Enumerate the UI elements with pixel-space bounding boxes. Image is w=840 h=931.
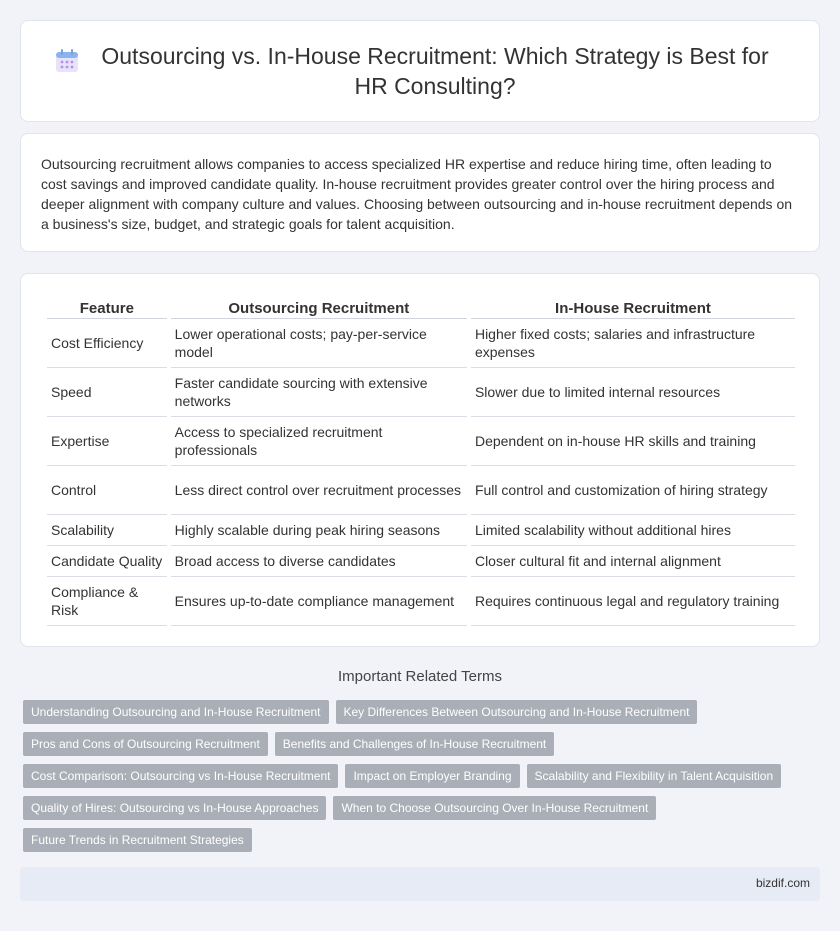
outsourcing-cell: Lower operational costs; pay-per-service model xyxy=(171,319,467,368)
inhouse-cell: Slower due to limited internal resources xyxy=(471,368,795,417)
related-term-tag[interactable]: Pros and Cons of Outsourcing Recruitment xyxy=(23,732,268,756)
outsourcing-cell: Faster candidate sourcing with extensive networks xyxy=(171,368,467,417)
comparison-table xyxy=(43,298,799,626)
feature-cell: Candidate Quality xyxy=(47,546,167,577)
inhouse-cell: Dependent on in-house HR skills and training xyxy=(471,417,795,466)
table-header-row xyxy=(47,298,795,319)
inhouse-cell: Requires continuous legal and regulatory training xyxy=(471,577,795,626)
inhouse-cell: Full control and customization of hiring strategy xyxy=(471,466,795,515)
related-term-tag[interactable]: Impact on Employer Branding xyxy=(345,764,519,788)
related-term-tag[interactable]: Quality of Hires: Outsourcing vs In-House Approaches xyxy=(23,796,326,820)
related-term-tag[interactable]: Cost Comparison: Outsourcing vs In-House Recruitment xyxy=(23,764,338,788)
related-terms-list xyxy=(23,700,823,860)
feature-cell: Compliance & Risk xyxy=(47,577,167,626)
feature-cell: Expertise xyxy=(47,417,167,466)
table-row xyxy=(47,368,795,417)
title-card xyxy=(20,20,820,122)
table-row xyxy=(47,577,795,626)
feature-cell: Speed xyxy=(47,368,167,417)
page-title: Outsourcing vs. In-House Recruitment: Which Strategy is Best for HR Consulting? xyxy=(101,43,769,99)
outsourcing-cell: Ensures up-to-date compliance management xyxy=(171,577,467,626)
table-row xyxy=(47,546,795,577)
header-inhouse: In-House Recruitment xyxy=(471,298,795,319)
intro-card xyxy=(20,133,820,252)
related-term-tag[interactable]: Scalability and Flexibility in Talent Acquisition xyxy=(527,764,782,788)
outsourcing-cell: Highly scalable during peak hiring seasons xyxy=(171,515,467,546)
outsourcing-cell: Broad access to diverse candidates xyxy=(171,546,467,577)
outsourcing-cell: Access to specialized recruitment professionals xyxy=(171,417,467,466)
site-name[interactable]: bizdif.com xyxy=(755,876,810,890)
outsourcing-cell: Less direct control over recruitment processes xyxy=(171,466,467,515)
comparison-card xyxy=(20,273,820,647)
related-term-tag[interactable]: Understanding Outsourcing and In-House Recruitment xyxy=(23,700,329,724)
table-row xyxy=(47,319,795,368)
feature-cell: Cost Efficiency xyxy=(47,319,167,368)
related-term-tag[interactable]: Future Trends in Recruitment Strategies xyxy=(23,828,252,852)
table-row xyxy=(47,515,795,546)
related-terms-heading: Important Related Terms xyxy=(338,668,502,685)
related-term-tag[interactable]: Benefits and Challenges of In-House Recruitment xyxy=(275,732,554,756)
related-term-tag[interactable]: Key Differences Between Outsourcing and In-House Recruitment xyxy=(336,700,698,724)
inhouse-cell: Higher fixed costs; salaries and infrastructure expenses xyxy=(471,319,795,368)
footer xyxy=(20,867,820,901)
feature-cell: Scalability xyxy=(47,515,167,546)
feature-cell: Control xyxy=(47,466,167,515)
related-term-tag[interactable]: When to Choose Outsourcing Over In-House Recruitment xyxy=(333,796,656,820)
table-row xyxy=(47,466,795,515)
inhouse-cell: Closer cultural fit and internal alignment xyxy=(471,546,795,577)
intro-paragraph: Outsourcing recruitment allows companies to access specialized HR expertise and reduce hiring time, often leading to cost savings and improved candidate quality. In-house recruitment provides greater control over the hiring process and deeper alignment with company culture and values. Choosing between outsourcing and in-house recruitment depends on a business's size, budget, and strategic goals for talent acquisition. xyxy=(41,156,793,232)
table-row xyxy=(47,417,795,466)
header-feature: Feature xyxy=(47,298,167,319)
inhouse-cell: Limited scalability without additional hires xyxy=(471,515,795,546)
header-outsourcing: Outsourcing Recruitment xyxy=(171,298,467,319)
